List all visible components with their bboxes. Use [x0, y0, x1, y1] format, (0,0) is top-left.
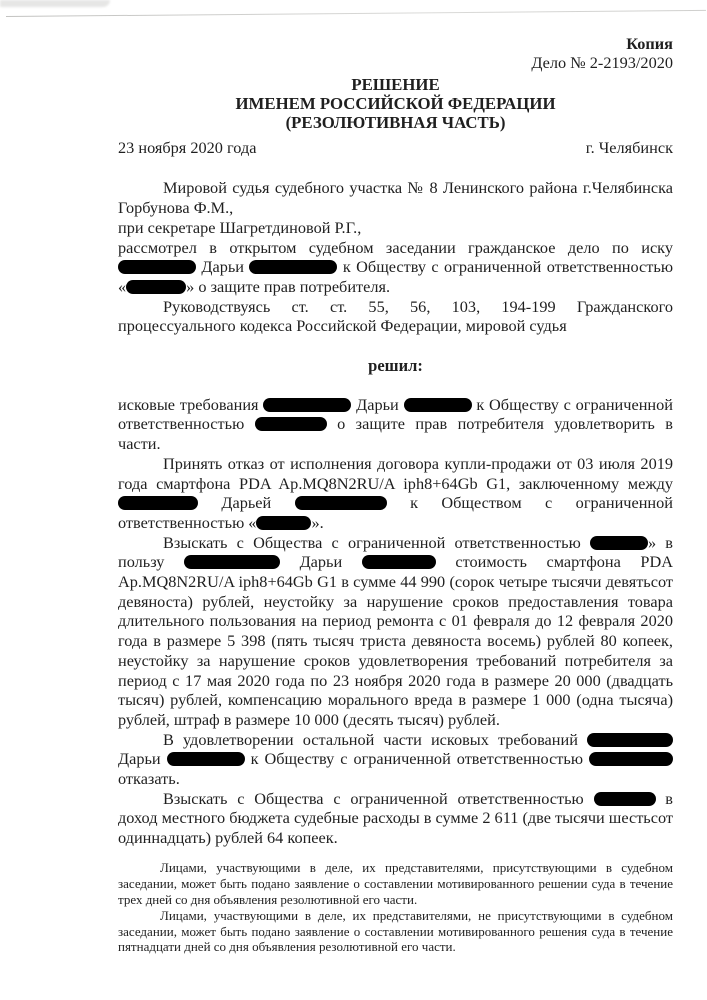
text-segment: к Обществу с ограниченной ответственностью « — [118, 257, 673, 296]
paragraph — [118, 178, 673, 217]
resolution-heading: решил: — [368, 356, 423, 376]
text-segment: Взыскать с Общества с ограниченной ответственностью — [163, 532, 590, 552]
text-segment: к Обществу с ограниченной ответственностью — [244, 749, 589, 769]
redaction-bar — [590, 536, 648, 550]
text-segment: к Обществом с ограниченной ответственностью « — [118, 493, 673, 532]
paragraph — [118, 218, 673, 238]
title-line-decision: РЕШЕНИЕ — [351, 75, 440, 94]
paragraph — [118, 238, 673, 297]
redaction-bar — [263, 398, 351, 412]
text-segment: стоимость смартфона PDA Ap.MQ8N2RU/A iph8+64Gb G1 в сумме 44 990 (сорок четыре тысячи девятьсот девяноста) рублей, неустойку за нарушение сроков предоставления товара длительного пользования на период ремонта с 01 февраля до 12 февраля 2020 года в размере 5 398 (пять тысяч триста девяноста восемь) рублей 80 копеек, неустойку за нарушение сроков удовлетворения требований потребителя за период с 17 мая 2020 года по 23 ноября 2020 года в размере 20 000 (двадцать тысяч) рублей, компенсацию морального вреда в размере 1 000 (одна тысяча) рублей, штраф в размере 10 000 (десять тысяч) рублей. — [118, 552, 673, 729]
redaction-bar — [587, 733, 673, 747]
text-segment: Дарьей — [198, 493, 295, 513]
paragraph — [118, 454, 673, 533]
resolution-section — [118, 395, 673, 848]
paragraph — [118, 297, 673, 336]
intro-section — [118, 178, 673, 336]
text-segment: Дарьи — [280, 552, 362, 572]
text-segment: Дарьи — [118, 749, 167, 769]
text-segment: Лицами, участвующими в деле, их представителями, присутствующими в судебном заседании, может быть подано заявление о составлении мотивированного решении суда в течение трех дней со дня объявления резолютивной его части. — [118, 859, 673, 907]
scan-artifact-line — [6, 10, 706, 17]
paragraph — [118, 908, 673, 956]
redaction-bar — [362, 555, 436, 569]
decision-date: 23 ноября 2020 года — [118, 138, 257, 158]
footnotes-section — [118, 860, 673, 955]
redaction-bar — [184, 555, 280, 569]
text-segment: при секретаре Шагретдиновой Р.Г., — [118, 217, 362, 237]
redaction-bar — [249, 260, 337, 274]
text-segment: отказать. — [118, 769, 180, 789]
paragraph — [118, 395, 673, 454]
redaction-bar — [295, 496, 387, 510]
redaction-bar — [167, 752, 245, 766]
text-segment: Принять отказ от исполнения договора купли-продажи от 03 июля 2019 года смартфона PDA Ap.MQ8N2RU/A iph8+64Gb G1, заключенному между — [118, 453, 673, 493]
text-segment: о защите прав потребителя удовлетворить в части. — [118, 414, 673, 454]
text-segment: рассмотрел в открытом судебном заседании гражданское дело по иску — [118, 237, 673, 257]
text-segment: В удовлетворении остальной части исковых требований — [163, 729, 587, 749]
paragraph — [118, 789, 673, 848]
paragraph — [118, 730, 673, 789]
redaction-bar — [594, 792, 656, 806]
paragraph — [118, 860, 673, 908]
dateline — [118, 138, 673, 157]
copy-label: Копия — [626, 34, 673, 53]
case-number: Дело № 2-2193/2020 — [531, 53, 673, 72]
scan-artifact-smudge — [0, 0, 110, 7]
redaction-bar — [126, 280, 186, 294]
text-segment: к Обществу с ограниченной ответственностью — [118, 394, 673, 434]
redaction-bar — [589, 752, 673, 766]
title-line-federation: ИМЕНЕМ РОССИЙСКОЙ ФЕДЕРАЦИИ — [235, 93, 556, 113]
text-segment: Дарьи — [196, 257, 250, 277]
text-segment: в доход местного бюджета судебные расходы в сумме 2 611 (две тысячи шестьсот одиннадцать) рублей 64 копеек. — [118, 788, 673, 848]
text-segment: Дарьи — [351, 394, 404, 414]
redaction-bar — [118, 260, 196, 274]
text-segment: Взыскать с Общества с ограниченной ответственностью — [163, 788, 594, 808]
text-segment: Руководствуясь ст. ст. 55, 56, 103, 194-199 Гражданского процессуального кодекса Российской Федерации, мировой судья — [118, 296, 673, 336]
title-line-operative-part: (РЕЗОЛЮТИВНАЯ ЧАСТЬ) — [285, 112, 506, 132]
redaction-bar — [404, 398, 472, 412]
redaction-bar — [255, 417, 327, 431]
redaction-bar — [118, 496, 198, 510]
text-segment: исковые требования — [118, 394, 264, 414]
text-segment: » о защите прав потребителя. — [186, 276, 391, 296]
document-title — [118, 76, 673, 132]
text-segment: Мировой судья судебного участка № 8 Ленинского района г.Челябинска Горбунова Ф.М., — [118, 178, 673, 218]
redaction-bar — [256, 516, 311, 530]
paragraph — [118, 533, 673, 730]
text-segment: » в пользу — [118, 532, 673, 572]
text-segment: ». — [311, 512, 324, 532]
text-segment: Лицами, участвующими в деле, их представителями, не присутствующими в судебном заседании, может быть подано заявление о составлении мотивированного решения суда в течение пятнадцати дней со дня объявления резолютивной его части. — [118, 907, 673, 955]
decision-city: г. Челябинск — [585, 138, 673, 158]
